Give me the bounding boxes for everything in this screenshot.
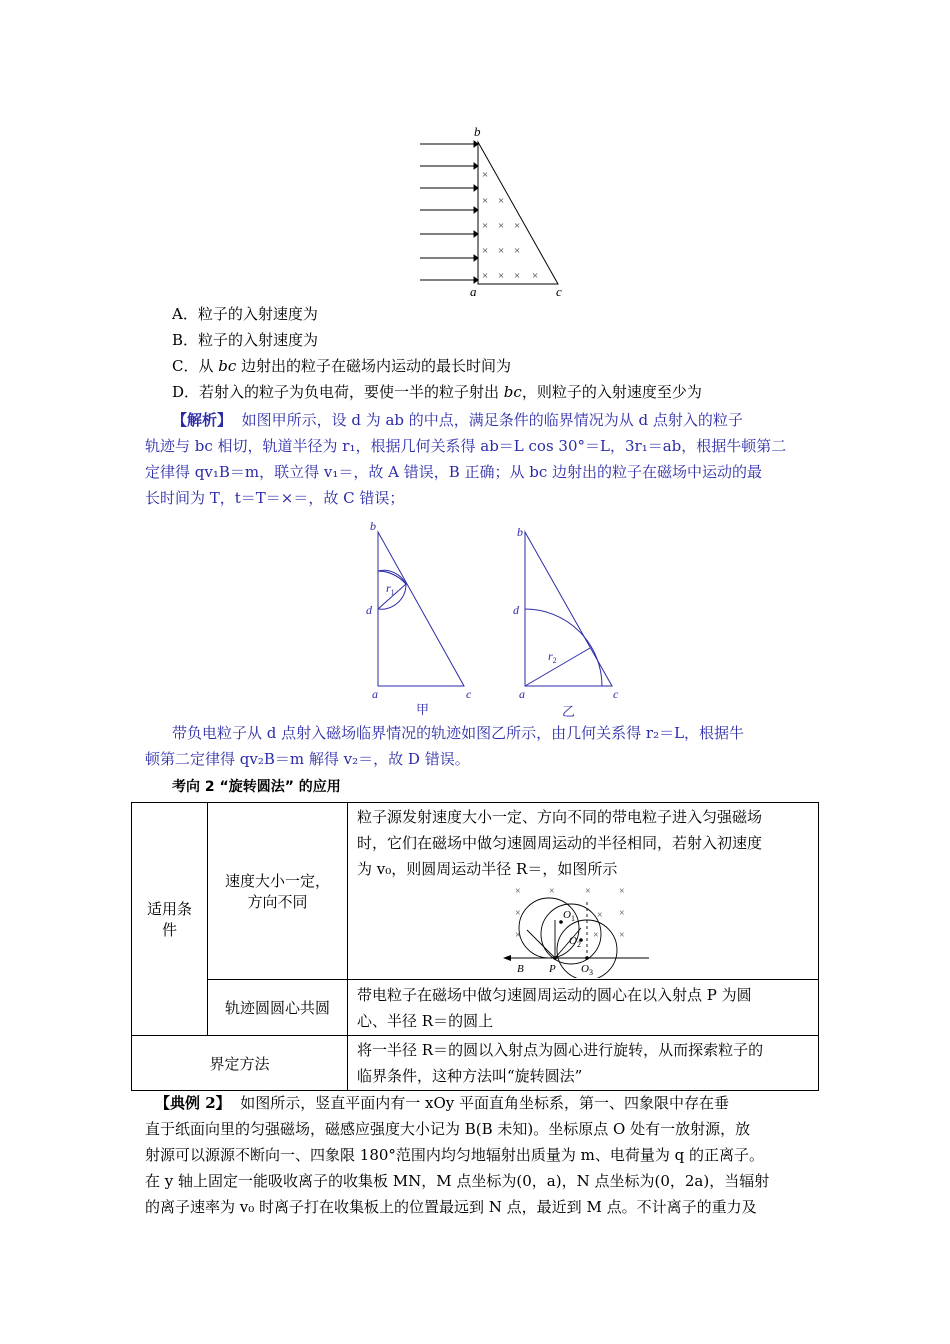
yi-label-a: a — [519, 687, 525, 701]
option-a: A．粒子的入射速度为 — [172, 305, 318, 323]
option-b: B．粒子的入射速度为 — [172, 331, 319, 349]
cell-applicable-conditions: 适用条 件 — [132, 803, 208, 1036]
yi-label-c: c — [613, 687, 619, 701]
svg-text:×: × — [498, 270, 505, 282]
figure-yi — [525, 532, 612, 686]
cell-center-circle: 轨迹圆圆心共圆 — [208, 980, 348, 1036]
cell-center-circle-desc: 带电粒子在磁场中做匀速圆周运动的圆心在以入射点 P 为圆 心、半径 R＝的圆上 — [348, 980, 819, 1036]
svg-text:×: × — [498, 245, 505, 257]
yi-label-r: $r_2$ — [548, 649, 557, 665]
option-d: D．若射入的粒子为负电荷，要使一半的粒子射出 bc，则粒子的入射速度至少为 — [172, 383, 702, 401]
svg-text:×: × — [549, 886, 555, 897]
analysis-line-6: 顿第二定律得 qv₂B＝m 解得 v₂＝，故 D 错误。 — [145, 750, 470, 768]
caption-jia: 甲 — [416, 702, 430, 717]
label-o1: $O_1$ — [563, 909, 575, 923]
cell-speed-fixed-desc: 粒子源发射速度大小一定、方向不同的带电粒子进入匀强磁场 时，它们在磁场中做匀速圆周运动的半径相同，若射入初速度 为 v₀，则圆周运动半径 R＝，如图所示 × × × × × × × × × × $O_1$ $O_2$ $O_3$ P B — [348, 803, 819, 980]
svg-text:×: × — [619, 886, 625, 897]
svg-text:×: × — [514, 245, 521, 257]
svg-text:×: × — [515, 908, 521, 919]
cell-speed-fixed: 速度大小一定， 方向不同 — [208, 803, 348, 980]
svg-text:×: × — [498, 195, 505, 207]
label-b: b — [474, 124, 481, 139]
svg-text:×: × — [482, 270, 489, 282]
svg-text:×: × — [532, 270, 539, 282]
svg-text:×: × — [514, 270, 521, 282]
svg-text:×: × — [597, 910, 603, 921]
method-table — [131, 802, 819, 1091]
jia-label-a: a — [372, 687, 378, 701]
section-title: 考向 2 “旋转圆法” 的应用 — [172, 779, 341, 795]
option-c: C．从 bc 边射出的粒子在磁场内运动的最长时间为 — [172, 357, 512, 375]
analysis-line-3: 定律得 qv₁B＝m，联立得 v₁＝，故 A 错误，B 正确；从 bc 边射出的粒子在磁场中运动的最 — [145, 463, 763, 481]
label-o2: $O_2$ — [569, 935, 581, 949]
svg-text:×: × — [482, 220, 489, 232]
svg-text:×: × — [498, 220, 505, 232]
analysis-line-2: 轨迹与 bc 相切，轨道半径为 r₁，根据几何关系得 ab＝L cos 30°＝L，3r₁＝ab，根据牛顿第二 — [145, 437, 787, 455]
example-line-3: 射源可以源源不断向一、四象限 180°范围内均匀地辐射出质量为 m、电荷量为 q 的正离子。 — [145, 1146, 765, 1164]
label-p: P — [549, 963, 556, 975]
field-crosses — [482, 169, 538, 282]
svg-text:×: × — [482, 245, 489, 257]
yi-label-b: b — [517, 525, 523, 539]
label-c: c — [556, 284, 562, 299]
yi-label-d: d — [513, 603, 519, 617]
example-line-1: 【典例 2】 如图所示，竖直平面内有一 xOy 平面直角坐标系，第一、四象限中存在垂 — [155, 1094, 729, 1112]
svg-text:×: × — [593, 930, 599, 941]
incoming-arrows — [420, 141, 478, 283]
analysis-line-4: 长时间为 T，t＝T＝×＝，故 C 错误； — [145, 489, 405, 507]
figure-jia — [378, 532, 464, 686]
caption-yi: 乙 — [562, 704, 576, 718]
label-b-field: B — [517, 963, 524, 975]
example-line-2: 直于纸面向里的匀强磁场，磁感应强度大小记为 B(B 未知)。坐标原点 O 处有一放射源，放 — [145, 1120, 751, 1138]
label-o3: $O_3$ — [581, 963, 593, 977]
svg-text:×: × — [514, 220, 521, 232]
svg-text:×: × — [585, 886, 591, 897]
example-line-5: 的离子速率为 v₀ 时离子打在收集板上的位置最远到 N 点，最近到 M 点。不计离子的重力及 — [145, 1198, 757, 1216]
jia-label-c: c — [466, 687, 472, 701]
svg-text:×: × — [515, 930, 521, 941]
critical-orbit-figures — [360, 518, 650, 718]
example-line-4: 在 y 轴上固定一能吸收离子的收集板 MN，M 点坐标为(0，a)，N 点坐标为(0，2a)，当辐射 — [145, 1172, 770, 1190]
svg-text:×: × — [482, 169, 489, 181]
cell-method-desc: 将一半径 R＝的圆以入射点为圆心进行旋转，从而探索粒子的 临界条件，这种方法叫“旋转圆法” — [348, 1036, 819, 1091]
triangle-field-figure — [410, 122, 575, 300]
svg-text:×: × — [515, 886, 521, 897]
jia-label-b: b — [370, 519, 376, 533]
analysis-line-5: 带负电粒子从 d 点射入磁场临界情况的轨迹如图乙所示，由几何关系得 r₂＝L，根据牛 — [172, 724, 745, 742]
svg-text:×: × — [619, 930, 625, 941]
jia-label-r: $r_1$ — [386, 581, 395, 597]
rotating-circle-figure — [349, 882, 809, 978]
jia-label-d: d — [366, 603, 372, 617]
label-a: a — [470, 284, 477, 299]
svg-text:×: × — [619, 908, 625, 919]
svg-text:×: × — [482, 195, 489, 207]
analysis-line-1: 【解析】 如图甲所示，设 d 为 ab 的中点，满足条件的临界情况为从 d 点射入的粒子 — [172, 411, 743, 429]
cell-method: 界定方法 — [132, 1036, 348, 1091]
